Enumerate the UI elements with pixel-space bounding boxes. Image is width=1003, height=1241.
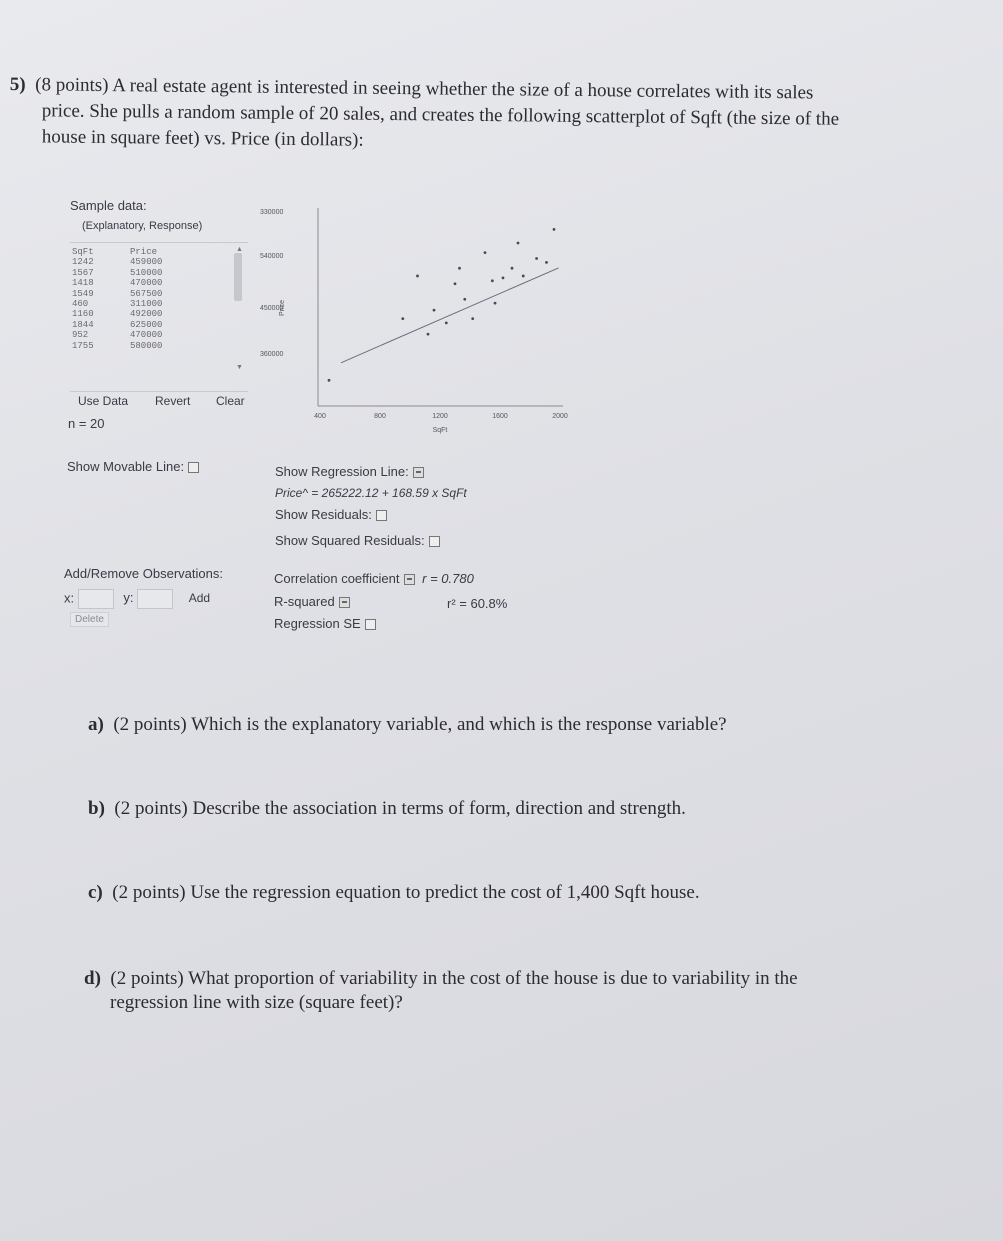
question-line-2: price. She pulls a random sample of 20 sales, and creates the following scatterplot of Sqft (the size of the <box>41 100 840 130</box>
table-row[interactable] <box>72 330 200 340</box>
data-point <box>502 277 505 280</box>
part-b-text: (2 points) Describe the association in terms of form, direction and strength. <box>114 798 686 819</box>
data-point <box>401 317 404 320</box>
data-point <box>511 267 514 270</box>
data-point <box>494 302 497 305</box>
cell-price: 470000 <box>130 330 163 341</box>
scatterplot <box>258 196 568 436</box>
question-line-1: A real estate agent is interested in seeing whether the size of a house correlates with its sales <box>112 75 814 104</box>
rsquared-checkbox[interactable] <box>339 597 350 608</box>
squared-residuals-checkbox[interactable] <box>429 536 440 547</box>
data-point <box>522 275 525 278</box>
cell-sqft: 1844 <box>72 319 94 330</box>
part-c-label: c) <box>88 882 103 903</box>
x-axis-label: SqFt <box>432 427 448 434</box>
regression-se-checkbox[interactable] <box>365 619 376 630</box>
table-row[interactable] <box>72 320 200 330</box>
x-tick-label: 2000 <box>552 413 568 420</box>
sample-data-title: Sample data: <box>70 198 147 213</box>
question-number: 5) <box>9 73 26 96</box>
table-header <box>72 247 200 257</box>
movable-line-toggle[interactable] <box>67 459 199 474</box>
data-point <box>491 279 494 282</box>
correlation-value: r = 0.780 <box>422 571 474 586</box>
correlation-label: Correlation coefficient <box>274 571 400 586</box>
cell-price: 492000 <box>130 309 163 320</box>
data-point <box>545 261 548 264</box>
squared-residuals-label: Show Squared Residuals: <box>275 533 425 548</box>
question-points: (8 points) <box>35 74 109 97</box>
part-c <box>88 880 968 906</box>
squared-residuals-toggle[interactable] <box>275 533 440 548</box>
part-b <box>88 796 968 822</box>
y-tick-label: 360000 <box>260 351 284 358</box>
part-d-continued: regression line with size (square feet)? <box>110 992 403 1013</box>
sample-data-subtitle: (Explanatory, Response) <box>82 220 203 232</box>
movable-line-checkbox[interactable] <box>188 462 199 473</box>
cell-price: 580000 <box>130 340 163 351</box>
x-tick-label: 800 <box>374 413 386 420</box>
cell-sqft: 1418 <box>72 278 94 289</box>
data-point <box>553 228 556 231</box>
regression-equation: Price^ = 265222.12 + 168.59 x SqFt <box>275 486 467 500</box>
part-c-text: (2 points) Use the regression equation to predict the cost of 1,400 Sqft house. <box>112 882 700 903</box>
cell-sqft: 1242 <box>72 257 94 268</box>
table-row[interactable] <box>72 289 200 299</box>
cell-sqft: 460 <box>72 298 89 309</box>
data-point <box>471 317 474 320</box>
correlation-checkbox[interactable] <box>404 574 415 585</box>
regression-se-label: Regression SE <box>274 616 361 631</box>
data-point <box>458 267 461 270</box>
regression-line-label: Show Regression Line: <box>275 464 409 479</box>
y-input-label: y: <box>123 590 134 606</box>
data-point <box>535 257 538 260</box>
cell-sqft: 952 <box>72 330 89 341</box>
data-point <box>433 309 436 312</box>
sample-size: n = 20 <box>68 416 105 431</box>
movable-line-label: Show Movable Line: <box>67 459 185 474</box>
cell-price: 625000 <box>130 319 163 330</box>
cell-price: 311000 <box>130 298 163 309</box>
data-point <box>445 322 448 325</box>
data-point <box>454 282 457 285</box>
cell-sqft: 1567 <box>72 267 94 278</box>
part-d-label: d) <box>84 968 101 989</box>
part-a-text: (2 points) Which is the explanatory variable, and which is the response variable? <box>113 714 727 735</box>
cell-price: 510000 <box>130 267 163 278</box>
table-scrollbar[interactable] <box>234 253 242 301</box>
data-point <box>427 333 430 336</box>
scroll-up-icon[interactable]: ▲ <box>236 245 243 253</box>
table-row[interactable] <box>72 299 200 309</box>
use-data-button[interactable]: Use Data <box>78 394 129 408</box>
y-tick-label: 540000 <box>260 253 284 260</box>
cell-price: 459000 <box>130 257 163 268</box>
x-input[interactable] <box>78 589 114 609</box>
correlation-toggle[interactable] <box>274 571 474 586</box>
x-input-label: x: <box>64 590 75 606</box>
add-button[interactable]: Add <box>188 591 211 606</box>
delete-button[interactable]: Delete <box>70 612 109 627</box>
residuals-checkbox[interactable] <box>376 510 387 521</box>
data-point <box>416 275 419 278</box>
table-row[interactable] <box>72 341 200 351</box>
cell-sqft: 1755 <box>72 340 94 351</box>
part-b-label: b) <box>88 798 105 819</box>
table-row[interactable] <box>72 268 200 278</box>
rsquared-label: R-squared <box>274 594 335 609</box>
part-a <box>88 712 968 738</box>
y-axis-label: Price <box>279 300 286 316</box>
add-observation-row <box>64 589 210 609</box>
x-tick-label: 1600 <box>492 413 508 420</box>
data-point <box>517 242 520 245</box>
add-remove-label: Add/Remove Observations: <box>64 566 223 581</box>
cell-sqft: 1549 <box>72 288 94 299</box>
question-line-3: house in square feet) vs. Price (in dollars): <box>41 126 364 151</box>
cell-price: 567500 <box>130 288 163 299</box>
part-d <box>84 966 964 992</box>
y-tick-label: 450000 <box>260 305 284 312</box>
rsquared-value: r² = 60.8% <box>447 596 508 611</box>
revert-button[interactable]: Revert <box>155 394 191 408</box>
residuals-label: Show Residuals: <box>275 507 372 522</box>
question-header <box>10 72 970 150</box>
residuals-toggle[interactable] <box>275 507 387 522</box>
data-point <box>463 298 466 301</box>
col-header-sqft: SqFt <box>72 247 94 257</box>
table-row[interactable] <box>72 278 200 288</box>
x-tick-label: 1200 <box>432 413 448 420</box>
regression-line-checkbox[interactable] <box>413 467 424 478</box>
regression-se-toggle[interactable] <box>274 616 376 631</box>
col-header-price: Price <box>130 247 158 257</box>
data-point <box>328 379 331 382</box>
data-point <box>484 251 487 254</box>
sample-data-table[interactable] <box>70 242 248 392</box>
cell-sqft: 1160 <box>72 309 94 320</box>
x-tick-label: 400 <box>314 413 326 420</box>
cell-price: 470000 <box>130 278 163 289</box>
scroll-down-icon[interactable]: ▼ <box>236 363 243 371</box>
rsquared-toggle[interactable] <box>274 594 350 609</box>
clear-button[interactable]: Clear <box>216 394 245 408</box>
table-row[interactable] <box>72 257 200 267</box>
regression-line <box>341 268 559 363</box>
y-tick-label: 330000 <box>260 209 284 216</box>
table-row[interactable] <box>72 309 200 319</box>
part-d-text: (2 points) What proportion of variability in the cost of the house is due to variability in the <box>110 968 798 989</box>
part-a-label: a) <box>88 714 104 735</box>
regression-line-toggle[interactable] <box>275 464 424 479</box>
y-input[interactable] <box>137 589 173 609</box>
